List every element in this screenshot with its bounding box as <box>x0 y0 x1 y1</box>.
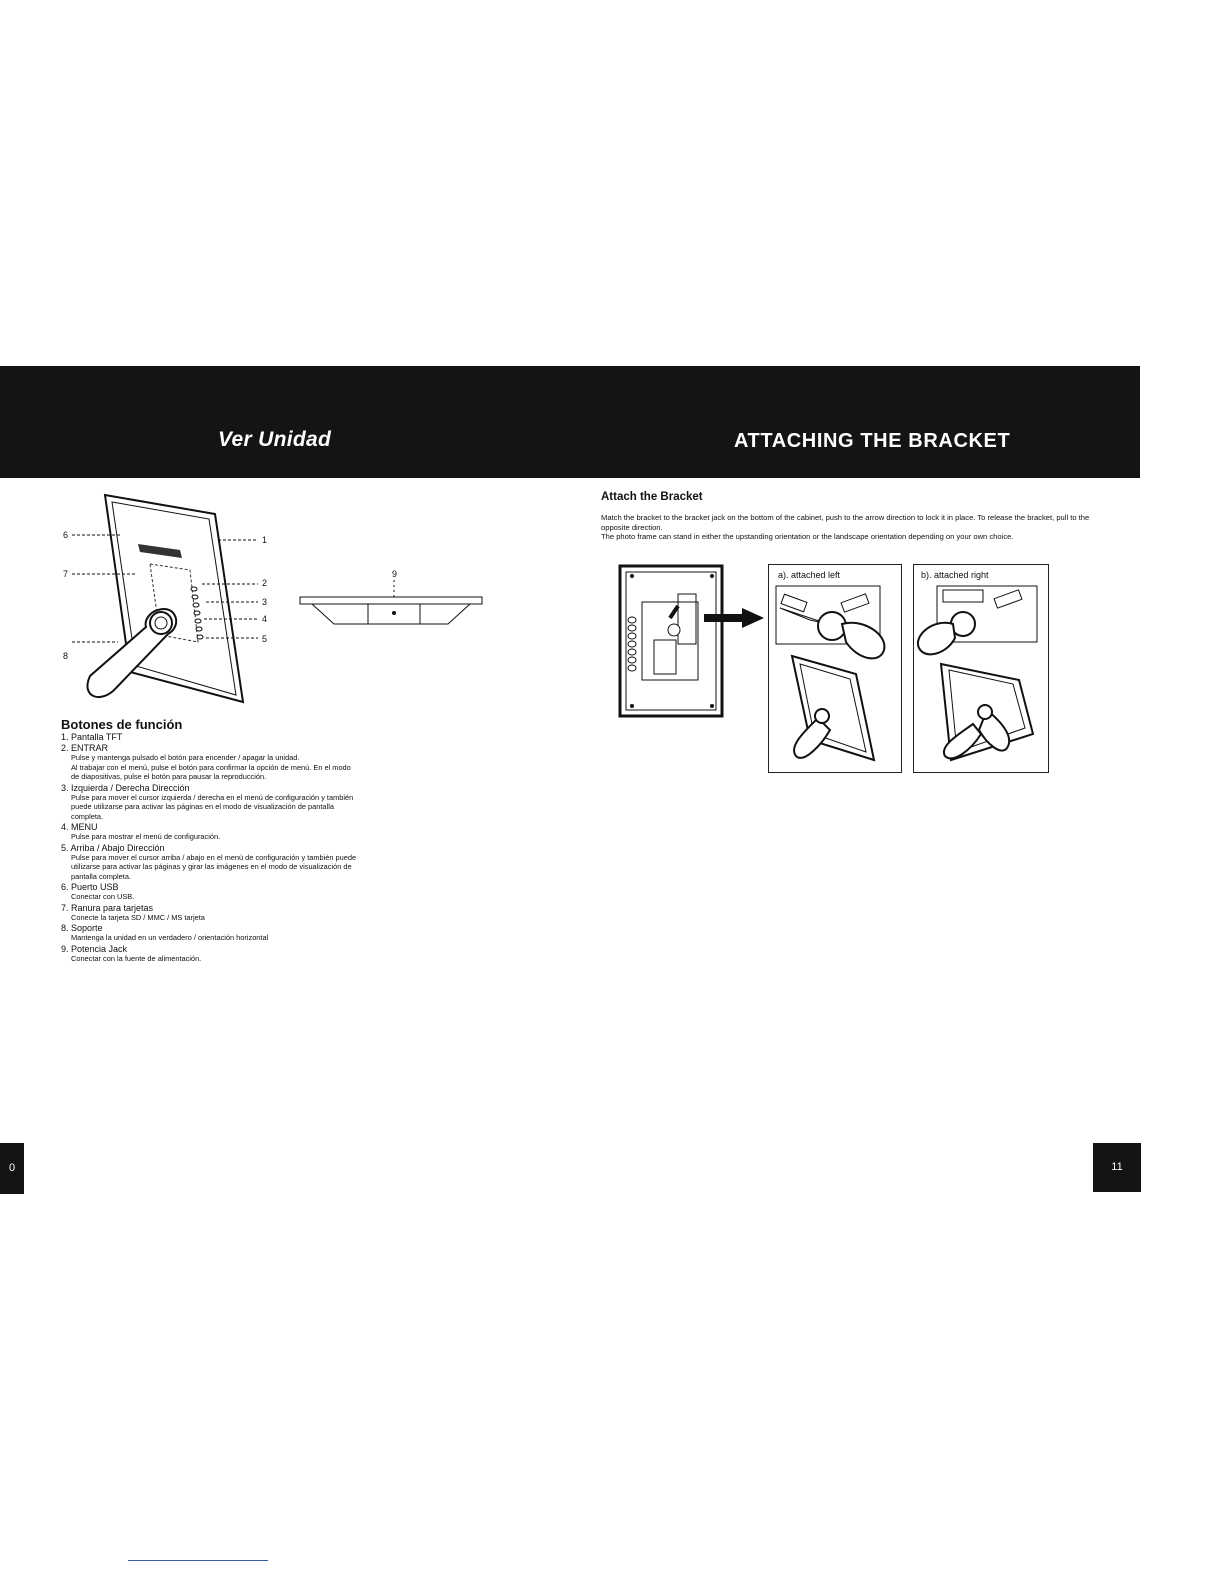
function-head: 6. Puerto USB <box>61 882 119 892</box>
function-desc: Pulse y mantenga pulsado el botón para encender / apagar la unidad. Al trabajar con el menú, pulse el botón para confirmar la opción de menú. En el modo de diapositivas, pulse el botón para pausar la reproducción. <box>71 753 351 781</box>
list-item <box>61 732 361 742</box>
function-desc: Pulse para mover el cursor izquierda / derecha en el menú de configuración y también puede utilizarse para activar las páginas en el modo de visualización de pantalla completa. <box>71 792 354 821</box>
function-head: 5. Arriba / Abajo Dirección <box>61 842 165 853</box>
function-desc: Conecte la tarjeta SD / MMC / MS tarjeta <box>71 912 205 922</box>
left-page-title: Ver Unidad <box>218 428 332 451</box>
list-item <box>61 843 361 882</box>
callout-8: 8 <box>63 651 69 661</box>
unit-rear-diagram <box>58 492 288 714</box>
callout-2: 2 <box>262 578 268 588</box>
right-page-title: ATTACHING THE BRACKET <box>734 430 1011 452</box>
attach-bracket-instructions <box>601 513 1109 542</box>
attached-right-illustration <box>915 584 1045 770</box>
attached-left-illustration <box>770 584 898 770</box>
function-desc: Conectar con la fuente de alimentación. <box>71 953 202 963</box>
footer-line <box>128 1560 268 1561</box>
function-desc: Mantenga la unidad en un verdadero / orientación horizontal <box>71 933 269 942</box>
callout-3: 3 <box>262 597 268 607</box>
page-number-right: 11 <box>1093 1143 1141 1192</box>
function-desc: Conectar con USB. <box>71 892 135 901</box>
page-number-left: 0 <box>0 1143 24 1194</box>
list-item <box>61 903 361 923</box>
attach-bracket-title: Attach the Bracket <box>601 491 703 503</box>
unit-bottom-diagram <box>298 566 484 630</box>
callout-1: 1 <box>262 535 268 545</box>
function-head: 8. Soporte <box>61 923 103 933</box>
bracket-jack-diagram <box>618 564 768 718</box>
function-desc: Pulse para mover el cursor arriba / abajo en el menú de configuración y también puede utilizarse para activar las páginas y girar las imágenes en el modo de visualización de pantalla completa. <box>71 852 357 881</box>
function-head: 4. MENU <box>61 822 98 832</box>
list-item <box>61 822 361 842</box>
function-head: 2. ENTRAR <box>61 743 109 753</box>
header-banner <box>0 366 1140 478</box>
list-item <box>61 783 361 822</box>
callout-6: 6 <box>63 530 69 540</box>
functions-list <box>61 732 361 964</box>
callout-4: 4 <box>262 614 268 624</box>
list-item <box>61 923 361 943</box>
list-item <box>61 944 361 964</box>
function-head: 1. Pantalla TFT <box>61 732 123 742</box>
callout-5: 5 <box>262 634 268 644</box>
list-item <box>61 882 361 902</box>
callout-9: 9 <box>392 569 398 579</box>
functions-title: Botones de función <box>61 717 183 732</box>
callout-7: 7 <box>63 569 69 579</box>
list-item <box>61 743 361 782</box>
figure-a-label: a). attached left <box>778 570 841 580</box>
figure-b-label: b). attached right <box>921 570 989 580</box>
function-head: 7. Ranura para tarjetas <box>61 902 154 913</box>
instruction-paragraph: Match the bracket to the bracket jack on the bottom of the cabinet, push to the arrow direction to lock it in place. To release the bracket, pull to the opposite direction. <box>601 513 1090 532</box>
function-desc: Pulse para mostrar el menú de configuración. <box>71 832 221 841</box>
function-head: 3. Izquierda / Derecha Dirección <box>61 782 190 793</box>
instruction-paragraph: The photo frame can stand in either the upstanding orientation or the landscape orientation depending on your own choice. <box>601 532 1014 541</box>
function-head: 9. Potencia Jack <box>61 943 128 954</box>
